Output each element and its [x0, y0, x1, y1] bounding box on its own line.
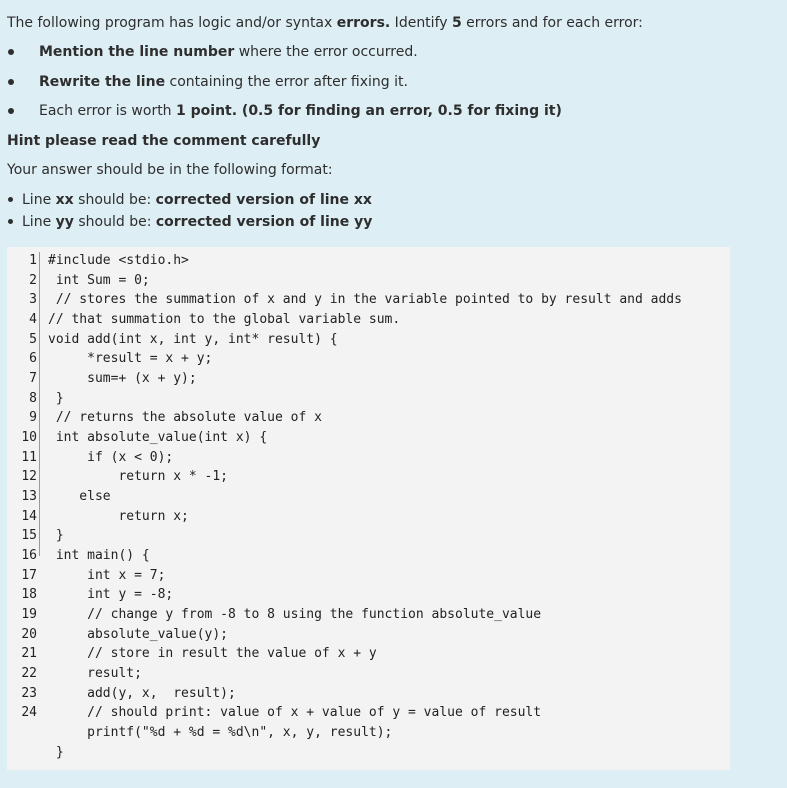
line-number: 9 [29, 410, 37, 425]
hint-text: Hint please read the comment carefully [7, 133, 321, 149]
code-line: int absolute_value(int x) { [48, 430, 268, 445]
format-bold: xx [55, 192, 74, 208]
line-number: 10 [21, 430, 37, 445]
line-number: 15 [21, 528, 37, 543]
gutter-divider [39, 252, 40, 556]
code-line: } [48, 745, 64, 760]
code-line: // that summation to the global variable sum. [48, 312, 401, 327]
line-number: 5 [29, 332, 37, 347]
format-intro: Your answer should be in the following format: [7, 162, 333, 178]
code-line: return x; [48, 509, 189, 524]
code-line: printf("%d + %d = %d\n", x, y, result); [48, 725, 393, 740]
line-number: 20 [21, 627, 37, 642]
code-line: int y = -8; [48, 587, 174, 602]
format-bold: yy [55, 214, 74, 230]
format-text: Line [22, 192, 56, 208]
code-line: // returns the absolute value of x [48, 410, 322, 425]
code-line: void add(int x, int y, int* result) { [48, 332, 338, 347]
line-number: 22 [21, 666, 37, 681]
intro-text-1: The following program has logic and/or syntax [7, 15, 337, 31]
line-number: 16 [21, 548, 37, 563]
instruction-bold: 1 point. (0.5 for finding an error, 0.5 for fixing it) [176, 103, 562, 119]
code-line: #include <stdio.h> [48, 253, 189, 268]
code-line: int x = 7; [48, 568, 166, 583]
bullet-icon [8, 108, 14, 114]
code-line: if (x < 0); [48, 450, 174, 465]
instructions-intro [7, 14, 643, 32]
line-number: 3 [29, 292, 37, 307]
line-number: 24 [21, 705, 37, 720]
intro-count-bold: 5 [451, 15, 462, 31]
line-number: 14 [21, 509, 37, 524]
instruction-text: Each error is worth [39, 103, 177, 119]
code-line: // change y from -8 to 8 using the function absolute_value [48, 607, 542, 622]
line-number: 13 [21, 489, 37, 504]
instruction-text: containing the error after fixing it. [165, 74, 408, 90]
instruction-bold: Rewrite the line [39, 74, 166, 90]
code-line: // store in result the value of x + y [48, 646, 377, 661]
bullet-icon [8, 197, 13, 202]
line-number: 11 [21, 450, 37, 465]
line-number: 21 [21, 646, 37, 661]
code-line: // should print: value of x + value of y = value of result [48, 705, 542, 720]
code-line: } [48, 391, 64, 406]
line-number: 1 [29, 253, 37, 268]
line-number: 6 [29, 351, 37, 366]
format-bold: corrected version of line yy [155, 214, 373, 230]
line-number: 4 [29, 312, 37, 327]
bullet-icon [8, 49, 14, 55]
code-line: add(y, x, result); [48, 686, 236, 701]
intro-text-2: Identify [390, 15, 452, 31]
line-number: 8 [29, 391, 37, 406]
instruction-bold: Mention the line number [39, 44, 235, 60]
code-line: return x * -1; [48, 469, 229, 484]
code-line: // stores the summation of x and y in the variable pointed to by result and adds [48, 292, 682, 307]
line-number: 7 [29, 371, 37, 386]
bullet-icon [8, 219, 13, 224]
format-bold: corrected version of line xx [155, 192, 372, 208]
code-line: int main() { [48, 548, 150, 563]
intro-errors-bold: errors. [336, 15, 391, 31]
code-block [7, 247, 730, 770]
line-number: 23 [21, 686, 37, 701]
line-number: 12 [21, 469, 37, 484]
intro-text-3: errors and for each error: [461, 15, 643, 31]
line-number: 19 [21, 607, 37, 622]
format-text: should be: [73, 214, 156, 230]
line-number: 2 [29, 273, 37, 288]
code-line: sum=+ (x + y); [48, 371, 197, 386]
code-line: else [48, 489, 111, 504]
format-text: Line [22, 214, 56, 230]
bullet-icon [8, 79, 14, 85]
line-number: 18 [21, 587, 37, 602]
code-line: absolute_value(y); [48, 627, 229, 642]
code-line: *result = x + y; [48, 351, 213, 366]
line-number: 17 [21, 568, 37, 583]
format-text: should be: [73, 192, 156, 208]
code-line: } [48, 528, 64, 543]
code-line: int Sum = 0; [48, 273, 150, 288]
instruction-text: where the error occurred. [234, 44, 418, 60]
code-line: result; [48, 666, 142, 681]
